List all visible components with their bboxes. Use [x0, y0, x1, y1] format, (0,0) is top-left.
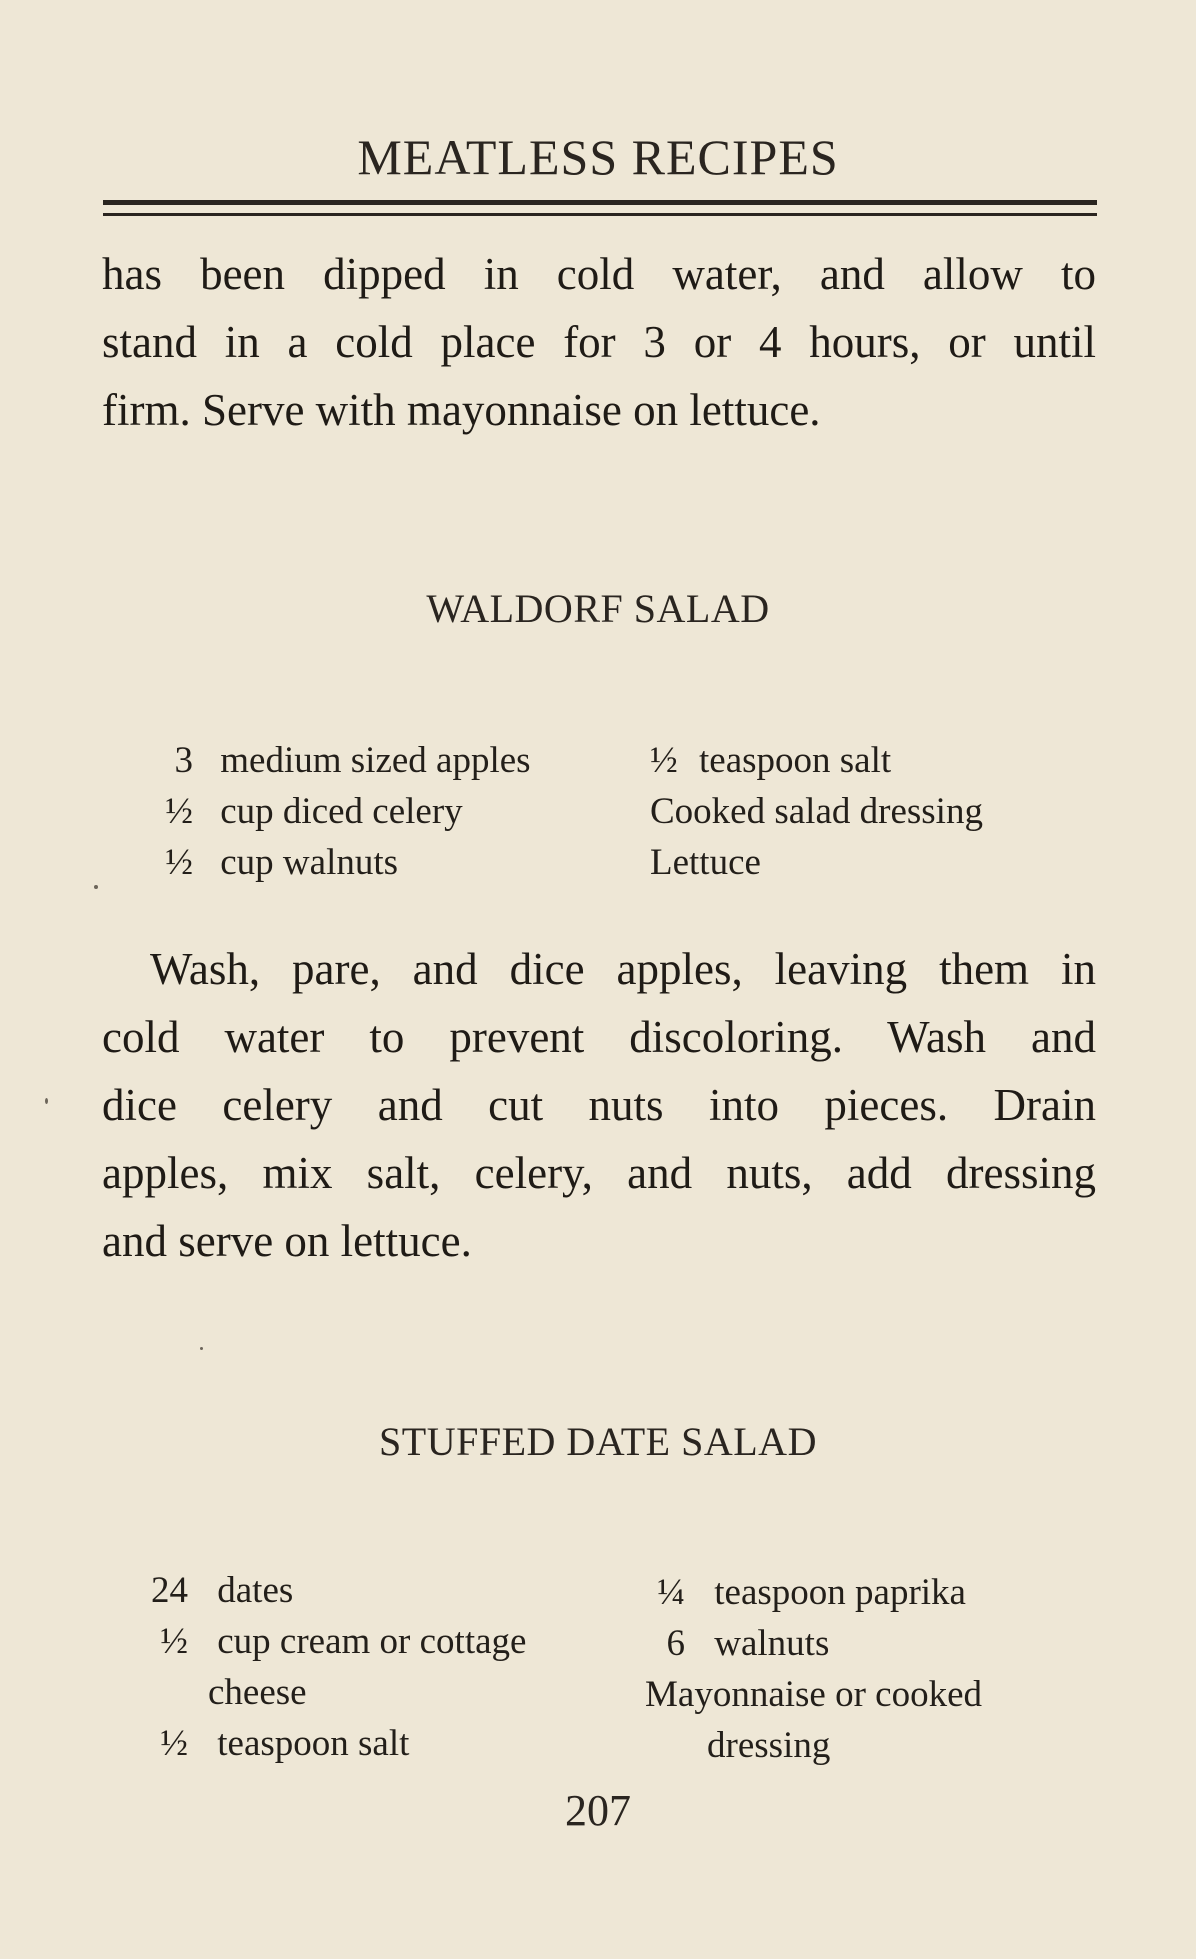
- method-line: and serve on lettuce.: [102, 1216, 472, 1266]
- ingredient-item: cup walnuts: [220, 842, 399, 883]
- ingredient-row: [645, 1618, 982, 1669]
- page-number: 207: [565, 1786, 631, 1835]
- ingredient-item: Mayonnaise or cooked: [645, 1674, 983, 1715]
- waldorf-method-paragraph: [102, 935, 1096, 1275]
- intro-line: has been dipped in cold water, and allow to: [102, 249, 1096, 299]
- ingredient-item-continued: dressing: [707, 1725, 831, 1766]
- intro-paragraph: [102, 240, 1096, 444]
- ingredient-item: teaspoon salt: [699, 740, 892, 781]
- ingredient-qty: 24: [151, 1570, 188, 1611]
- waldorf-ingredients-right: [650, 735, 983, 888]
- ingredient-item-continued: cheese: [208, 1672, 307, 1713]
- running-head: MEATLESS RECIPES: [357, 129, 839, 185]
- method-line: cold water to prevent discoloring. Wash and: [102, 1012, 1096, 1062]
- ingredient-qty: ½: [165, 791, 193, 832]
- method-line: Wash, pare, and dice apples, leaving them in: [150, 944, 1096, 994]
- stuffed-date-salad-title: STUFFED DATE SALAD: [379, 1419, 817, 1464]
- ingredient-row: [135, 735, 531, 786]
- ingredient-item: teaspoon paprika: [714, 1572, 966, 1613]
- intro-line: stand in a cold place for 3 or 4 hours, or until: [102, 317, 1096, 367]
- ingredient-item: dates: [217, 1570, 294, 1611]
- ingredient-qty: ½: [165, 842, 193, 883]
- ingredient-item: medium sized apples: [220, 740, 531, 781]
- ingredient-qty: ½: [160, 1621, 188, 1662]
- ingredient-qty: ¼: [657, 1572, 685, 1613]
- ingredient-row: [140, 1718, 526, 1769]
- stuffed-date-ingredients-right: [645, 1567, 982, 1771]
- waldorf-salad-title: WALDORF SALAD: [426, 586, 770, 631]
- ingredient-row: [650, 837, 983, 888]
- ingredient-row: [140, 1565, 526, 1616]
- method-line: dice celery and cut nuts into pieces. Drain: [102, 1080, 1096, 1130]
- ingredient-qty: ½: [650, 740, 678, 781]
- method-line: apples, mix salt, celery, and nuts, add dressing: [102, 1148, 1096, 1198]
- ingredient-qty: 6: [666, 1623, 685, 1664]
- paper-speck: [94, 885, 98, 889]
- ingredient-row: [645, 1567, 982, 1618]
- ingredient-row: [645, 1669, 982, 1720]
- ingredient-row: [135, 786, 531, 837]
- stuffed-date-ingredients-left: [140, 1565, 526, 1769]
- ingredient-row: [650, 735, 983, 786]
- ingredient-qty: 3: [174, 740, 193, 781]
- ingredient-item: Lettuce: [650, 842, 761, 883]
- ingredient-item: cup diced celery: [220, 791, 463, 832]
- ingredient-row: [135, 837, 531, 888]
- ingredient-item: teaspoon salt: [217, 1723, 410, 1764]
- ingredient-qty: ½: [160, 1723, 188, 1764]
- ingredient-row: [650, 786, 983, 837]
- ingredient-row: [140, 1667, 526, 1718]
- paper-speck: [200, 1347, 203, 1350]
- header-rule-thin: [103, 213, 1097, 216]
- waldorf-ingredients-left: [135, 735, 531, 888]
- paper-speck: [45, 1098, 48, 1104]
- ingredient-item: walnuts: [714, 1623, 830, 1664]
- ingredient-item: Cooked salad dressing: [650, 791, 983, 832]
- intro-line: firm. Serve with mayonnaise on lettuce.: [102, 385, 821, 435]
- ingredient-row: [140, 1616, 526, 1667]
- ingredient-item: cup cream or cottage: [217, 1621, 527, 1662]
- header-rule-thick: [103, 200, 1097, 205]
- ingredient-row: [645, 1720, 982, 1771]
